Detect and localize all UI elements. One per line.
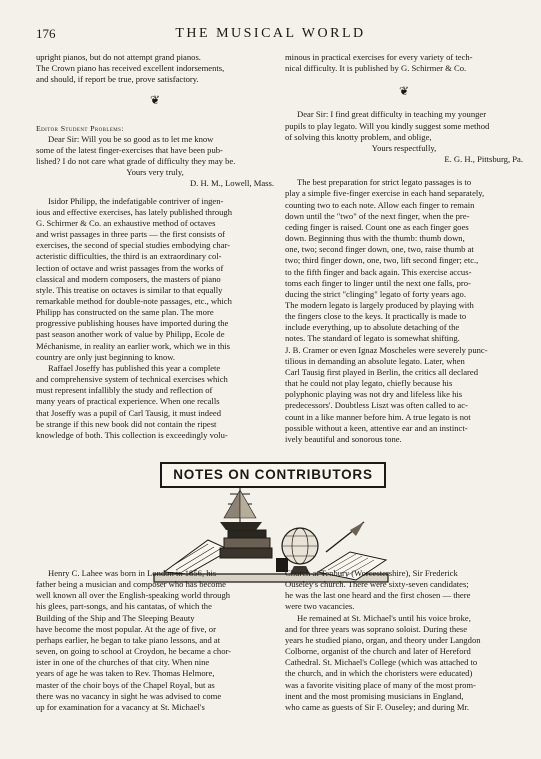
text-line: the fingers close to the keys. It practically is made to: [285, 311, 467, 322]
left-column-top: [36, 52, 274, 441]
text-line: ister in one of the churches of that city. When nine: [36, 657, 210, 668]
text-line: notes. The standard of legato is somewhat shifting.: [285, 333, 460, 344]
text-line: lished? I do not care what grade of difficulty they may be.: [36, 156, 236, 167]
right-column-bottom: [285, 568, 523, 713]
text-line: must represent infallibly the study and reflection of: [36, 385, 213, 396]
text-line: Henry C. Lahee was born in London in 1856, his: [48, 568, 217, 578]
text-line: was a favorite visiting place of many of the most prom-: [285, 679, 476, 690]
text-line: ducing the strict "clinging" legato of forty years ago.: [285, 288, 466, 299]
text-line: there was no vacancy in sight he was advised to come: [36, 690, 222, 701]
text-line: inent and the most promising musicians in England,: [285, 690, 464, 701]
right-column-top: [285, 52, 523, 445]
text-line: The modern legato is largely produced by playing with: [285, 299, 474, 310]
text-line: master of the choir boys of the Chapel Royal, but as: [36, 679, 215, 690]
text-line: J. B. Cramer or even Ignaz Moscheles were severely punc-: [285, 344, 488, 355]
text-line: that Joseffy was a pupil of Carl Tausig, it must indeed: [36, 407, 222, 418]
text-line: He remained at St. Michael's until his voice broke,: [297, 612, 471, 623]
text-line: minous in practical exercises for every variety of tech-: [285, 52, 473, 62]
ornament-icon: ❦: [398, 84, 410, 99]
letter-signature: E. G. H., Pittsburg, Pa.: [444, 154, 523, 165]
text-line: The best preparation for strict legato passages is to: [297, 177, 472, 188]
text-line: to the fifth finger and back again. This exercise accus-: [285, 266, 472, 277]
text-line: Carl Tausig first played in Berlin, the critics all declared: [285, 366, 479, 377]
text-line: many years of practical experience. When one recalls: [36, 396, 220, 407]
text-line: Méchanisme, in reality an earlier work, which we in this: [36, 340, 231, 351]
banner-title: NOTES ON CONTRIBUTORS: [160, 462, 386, 488]
letter-signature: D. H. M., Lowell, Mass.: [189, 178, 274, 189]
text-line: be strange if this new book did not contain the ripest: [36, 418, 217, 429]
text-line: the church, and in which the choristers were educated): [285, 668, 473, 679]
text-line: exercises, the second of special studies embodying char-: [36, 240, 231, 251]
text-line: have become the most popular. At the age of five, or: [36, 623, 216, 634]
letter-close: Yours very truly,: [126, 167, 184, 178]
text-line: counting two to each note. Allow each finger to remain: [285, 199, 475, 210]
text-line: Raffael Joseffy has published this year a complete: [48, 362, 221, 373]
text-line: predecessors'. Doubtless Liszt was often called to ac-: [285, 400, 468, 411]
text-line: one, two; second finger down, one, two, raise thumb at: [285, 244, 474, 255]
text-line: acteristic difficulties, the third is an extraordinary col-: [36, 251, 222, 262]
text-line: country are only just beginning to know.: [36, 351, 176, 362]
text-line: nical difficulty. It is published by G. Schirmer & Co.: [285, 63, 467, 74]
text-line: play a simple five-finger exercise in each hand separately,: [285, 188, 485, 199]
text-line: knowledge of both. This collection is exceedingly volu-: [36, 429, 228, 440]
text-line: were two vacancies.: [285, 601, 355, 612]
text-line: seven, on going to school at Croydon, he became a chor-: [36, 646, 232, 657]
text-line: Building of the Ship and The Sleeping Beauty: [36, 612, 195, 623]
text-line: polyphonic playing was not dry and lifeless like his: [285, 389, 463, 400]
text-line: and should, if report be true, prove satisfactory.: [36, 74, 199, 85]
text-line: classical and modern composers, the masters of piano: [36, 273, 221, 284]
text-line: Dear Sir: I find great difficulty in teaching my younger: [297, 109, 487, 120]
letter-heading: Editor Student Problems:: [36, 123, 124, 133]
ornament-icon: ❦: [149, 93, 161, 108]
text-line: of solving this knotty problem, and oblige,: [285, 131, 432, 142]
left-column-bottom: [36, 568, 274, 713]
text-line: some of the latest finger-exercises that have been pub-: [36, 144, 223, 155]
text-line: ious and effective exercises, has lately published through: [36, 206, 233, 217]
text-line: perhaps earlier, he began to take piano lessons, and at: [36, 634, 221, 645]
text-line: progressive publishing houses have imported during the: [36, 318, 229, 329]
text-line: count in a like manner before him. A true legato is not: [285, 411, 471, 422]
letter-close: Yours respectfully,: [371, 142, 437, 153]
text-line: upright pianos, but do not attempt grand pianos.: [36, 52, 201, 62]
text-line: pupils to play legato. Will you kindly suggest some method: [285, 120, 490, 131]
text-line: two; third finger down, one, two, lift second finger; etc.,: [285, 255, 479, 266]
page-header: [0, 26, 541, 46]
page-number: 176: [36, 26, 56, 41]
text-line: Church at Tenbury (Worcestershire), Sir Frederick: [285, 568, 458, 578]
text-line: who came as guests of Sir F. Ouseley; and during Mr.: [285, 701, 470, 712]
text-line: years of age he was taken to Rev. Thomas Helmore,: [36, 668, 215, 679]
text-line: remarkable method for double-note passages, etc., which: [36, 295, 232, 306]
text-line: that he could not play legato, chiefly because his: [285, 378, 453, 389]
text-line: father being a musician and composer who has become: [36, 579, 226, 590]
text-line: toms each finger to linger until the next one falls, pro-: [285, 277, 471, 288]
text-line: ively beautiful and sonorous tone.: [285, 433, 402, 444]
text-line: Cathedral. St. Michael's College (which was attached to: [285, 657, 478, 668]
text-line: The Crown piano has received excellent indorsements,: [36, 63, 225, 74]
running-title: THE MUSICAL WORLD: [175, 26, 366, 41]
text-line: possible without a keen, attentive ear and an instinct-: [285, 422, 468, 433]
text-line: style. This treatise on octaves is similar to that equally: [36, 284, 223, 295]
text-line: ceding finger is raised. Count one as each finger goes: [285, 221, 469, 232]
text-line: Isidor Philipp, the indefatigable contriver of ingen-: [48, 195, 224, 206]
text-line: his glees, part-songs, and his cantatas, of which the: [36, 601, 212, 612]
text-line: lection of octave and wrist passages from the works of: [36, 262, 224, 273]
text-line: Colborne, organist of the church and later of Hereford: [285, 646, 471, 657]
text-line: and for three years was soprano soloist. During these: [285, 623, 468, 634]
text-line: tilious in demanding an absolute legato. Later, when: [285, 355, 465, 366]
text-line: Ouseley's church. There were sixty-seven candidates;: [285, 579, 469, 590]
text-line: and wrist passages in three parts — the first consists of: [36, 229, 226, 240]
text-line: G. Schirmer & Co. an exhaustive method of octaves: [36, 217, 216, 228]
text-line: and comprehensive system of technical exercises which: [36, 374, 228, 385]
text-line: include everything, up to absolute detaching of the: [285, 322, 460, 333]
text-line: Dear Sir: Will you be so good as to let me know: [48, 133, 214, 144]
text-line: up for examination for a vacancy at St. Michael's: [36, 701, 205, 712]
text-line: down. Beginning thus with the thumb: thumb down,: [285, 233, 465, 244]
text-line: down until the "two" of the next finger, when the pre-: [285, 210, 470, 221]
text-line: well known all over the English-speaking world through: [36, 590, 231, 601]
text-line: past season another work of value by Philipp, Ecole de: [36, 329, 225, 340]
text-line: years he studied piano, organ, and theory under Langdon: [285, 634, 481, 645]
text-line: he was the last one heard and the first chosen — there: [285, 590, 471, 601]
text-line: Philipp has constructed on the same plan. The more: [36, 307, 214, 318]
